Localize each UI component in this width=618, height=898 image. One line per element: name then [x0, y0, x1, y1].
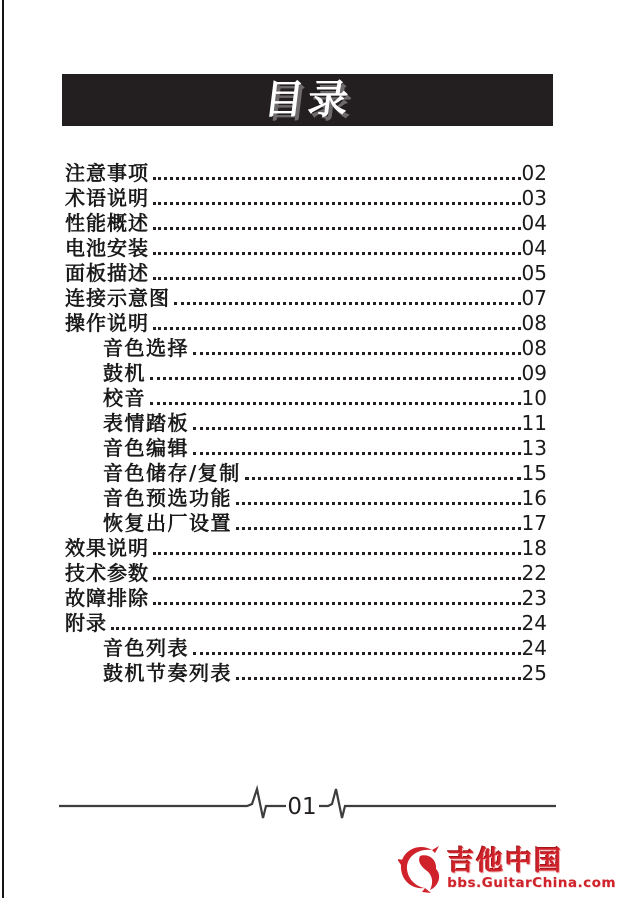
toc-dot-leader [153, 327, 521, 330]
watermark-url: bbs.GuitarChina.com [447, 874, 616, 891]
toc-entry [65, 510, 547, 535]
toc-entry [65, 385, 547, 410]
page-title: 目录 [260, 77, 355, 123]
page-left-border [2, 0, 4, 898]
toc-entry [65, 435, 547, 460]
toc-entry-page-number: 24 [521, 611, 547, 635]
toc-entry-label: 鼓机节奏列表 [103, 661, 232, 685]
toc-entry-page-number: 18 [521, 536, 547, 560]
toc-entry-page-number: 08 [521, 311, 547, 335]
toc-entry-label: 恢复出厂设置 [103, 511, 232, 535]
footer-line-left-pulse [59, 789, 286, 818]
guitarchina-watermark [398, 844, 616, 894]
page-number: 01 [287, 794, 317, 820]
toc-entry-label: 音色储存/复制 [103, 461, 241, 485]
toc-list [65, 160, 547, 685]
toc-entry [65, 410, 547, 435]
toc-entry-label: 表情踏板 [103, 411, 189, 435]
toc-entry [65, 535, 547, 560]
toc-dot-leader [153, 227, 521, 230]
toc-entry-page-number: 02 [521, 161, 547, 185]
toc-dot-leader [153, 602, 521, 605]
toc-entry-label: 音色编辑 [103, 436, 189, 460]
toc-dot-leader [236, 527, 521, 530]
toc-entry-page-number: 08 [521, 336, 547, 360]
toc-dot-leader [150, 377, 521, 380]
toc-dot-leader [236, 502, 521, 505]
toc-entry-label: 操作说明 [65, 311, 149, 335]
footer-pulse-divider [0, 782, 618, 832]
toc-dot-leader [193, 427, 521, 430]
watermark-title: 吉他中国 [447, 845, 564, 877]
toc-entry-label: 故障排除 [65, 586, 149, 610]
toc-entry-page-number: 10 [521, 386, 547, 410]
toc-dot-leader [153, 177, 521, 180]
toc-entry [65, 635, 547, 660]
toc-entry-page-number: 03 [521, 186, 547, 210]
toc-entry-page-number: 16 [521, 486, 547, 510]
toc-entry-page-number: 23 [521, 586, 547, 610]
toc-entry-page-number: 24 [521, 636, 547, 660]
toc-entry [65, 485, 547, 510]
toc-entry-page-number: 22 [521, 561, 547, 585]
toc-entry-label: 鼓机 [103, 361, 146, 385]
toc-entry-page-number: 13 [521, 436, 547, 460]
toc-entry-label: 电池安装 [65, 236, 149, 260]
toc-entry-page-number: 07 [521, 286, 547, 310]
toc-entry-label: 性能概述 [65, 211, 149, 235]
toc-entry-label: 技术参数 [65, 561, 149, 585]
toc-dot-leader [153, 552, 521, 555]
toc-entry-label: 音色选择 [103, 336, 189, 360]
toc-entry-page-number: 25 [521, 661, 547, 685]
toc-dot-leader [153, 252, 521, 255]
toc-dot-leader [150, 402, 521, 405]
toc-entry-label: 音色列表 [103, 636, 189, 660]
toc-entry-label: 音色预选功能 [103, 486, 232, 510]
toc-entry-page-number: 09 [521, 361, 547, 385]
toc-title-banner [62, 74, 553, 126]
toc-entry [65, 610, 547, 635]
toc-entry [65, 210, 547, 235]
toc-entry-page-number: 05 [521, 261, 547, 285]
toc-entry [65, 660, 547, 685]
toc-entry-page-number: 17 [521, 511, 547, 535]
toc-entry-label: 注意事项 [65, 161, 149, 185]
toc-entry [65, 460, 547, 485]
toc-entry-page-number: 15 [521, 461, 547, 485]
toc-entry-page-number: 04 [521, 236, 547, 260]
toc-entry-label: 连接示意图 [65, 286, 170, 310]
footer-line-right-pulse [319, 789, 556, 818]
toc-dot-leader [193, 652, 521, 655]
toc-entry-page-number: 04 [521, 211, 547, 235]
toc-entry-label: 术语说明 [65, 186, 149, 210]
toc-entry [65, 185, 547, 210]
toc-dot-leader [236, 677, 521, 680]
toc-entry [65, 585, 547, 610]
toc-dot-leader [174, 302, 521, 305]
toc-dot-leader [153, 202, 521, 205]
toc-entry-page-number: 11 [521, 411, 547, 435]
toc-dot-leader [245, 477, 521, 480]
toc-entry [65, 260, 547, 285]
toc-dot-leader [193, 452, 521, 455]
toc-entry [65, 160, 547, 185]
toc-dot-leader [153, 577, 521, 580]
toc-entry [65, 335, 547, 360]
guitarchina-dragon-icon [398, 844, 444, 894]
toc-entry [65, 560, 547, 585]
toc-entry-label: 面板描述 [65, 261, 149, 285]
toc-entry [65, 285, 547, 310]
toc-dot-leader [111, 627, 521, 630]
toc-dot-leader [193, 352, 521, 355]
toc-entry-label: 校音 [103, 386, 146, 410]
toc-entry [65, 310, 547, 335]
toc-entry-label: 附录 [65, 611, 107, 635]
toc-entry-label: 效果说明 [65, 536, 149, 560]
toc-dot-leader [153, 277, 521, 280]
toc-entry [65, 360, 547, 385]
toc-entry [65, 235, 547, 260]
